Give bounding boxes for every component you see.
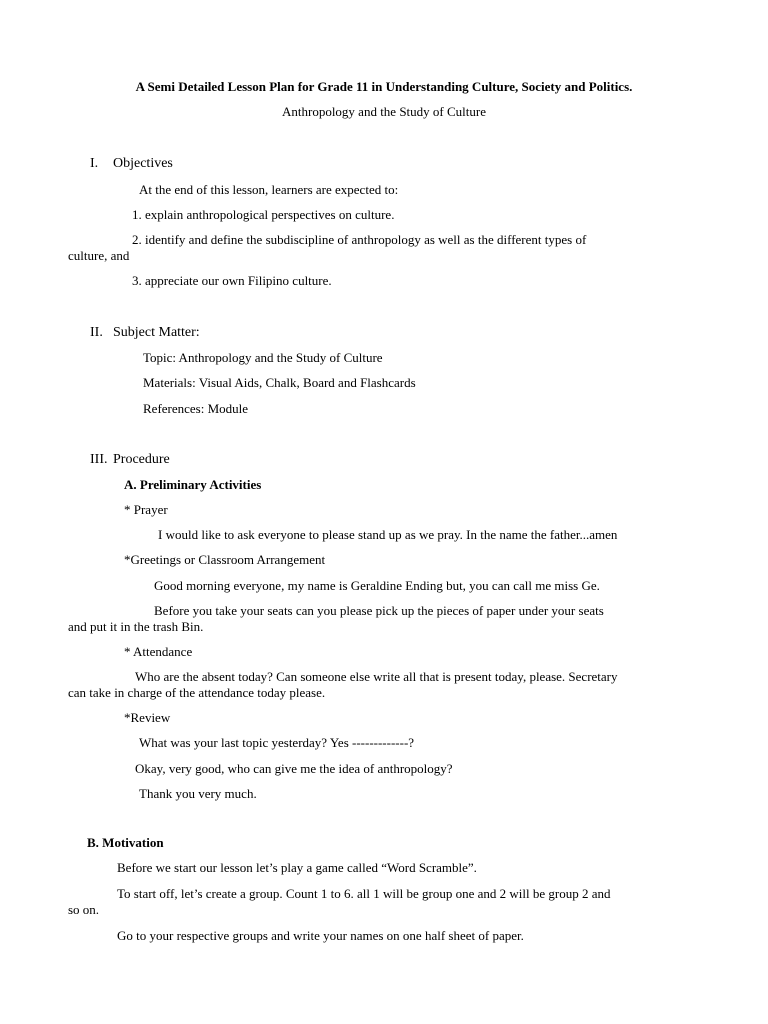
objectives-heading: Objectives xyxy=(113,156,173,171)
prayer-text: I would like to ask everyone to please stand up as we pray. In the name the father...amen xyxy=(158,527,618,542)
attendance-text-line-1: Who are the absent today? Can someone else write all that is present today, please. Secretary xyxy=(135,669,618,684)
review-text-line-2: Okay, very good, who can give me the idea of anthropology? xyxy=(135,761,453,776)
procedure-heading: Procedure xyxy=(113,452,170,467)
attendance-text-line-2: can take in charge of the attendance today please. xyxy=(68,685,326,700)
objective-item-2-continued: culture, and xyxy=(68,248,130,263)
prayer-label: * Prayer xyxy=(124,502,168,517)
seats-text-line-2: and put it in the trash Bin. xyxy=(68,619,204,634)
attendance-label: * Attendance xyxy=(124,644,193,659)
objective-item-2: 2. identify and define the subdiscipline of anthropology as well as the different types of xyxy=(132,232,587,247)
motivation-text-line-4: Go to your respective groups and write your names on one half sheet of paper. xyxy=(117,928,524,943)
motivation-heading: B. Motivation xyxy=(87,835,164,850)
procedure-numeral: III. xyxy=(90,452,108,467)
objectives-numeral: I. xyxy=(90,156,99,171)
subject-materials: Materials: Visual Aids, Chalk, Board and Flashcards xyxy=(143,375,416,390)
objective-item-1: 1. explain anthropological perspectives on culture. xyxy=(132,207,395,222)
review-text-line-1: What was your last topic yesterday? Yes -------------? xyxy=(139,735,415,750)
subject-matter-numeral: II. xyxy=(90,325,103,340)
seats-text-line-1: Before you take your seats can you please pick up the pieces of paper under your seats xyxy=(154,603,604,618)
subject-references: References: Module xyxy=(143,401,249,416)
motivation-text-line-1: Before we start our lesson let’s play a game called “Word Scramble”. xyxy=(117,860,477,875)
review-text-line-3: Thank you very much. xyxy=(139,786,257,801)
motivation-text-line-3: so on. xyxy=(68,902,100,917)
preliminary-activities-heading: A. Preliminary Activities xyxy=(124,477,262,492)
objectives-intro: At the end of this lesson, learners are expected to: xyxy=(139,182,399,197)
document-title: A Semi Detailed Lesson Plan for Grade 11 in Understanding Culture, Society and Politics. xyxy=(135,79,633,94)
greetings-label: *Greetings or Classroom Arrangement xyxy=(124,552,326,567)
motivation-text-line-2: To start off, let’s create a group. Count 1 to 6. all 1 will be group one and 2 will be group 2 and xyxy=(117,886,611,901)
review-label: *Review xyxy=(124,710,171,725)
document-subtitle: Anthropology and the Study of Culture xyxy=(281,104,486,119)
objective-item-3: 3. appreciate our own Filipino culture. xyxy=(132,273,332,288)
subject-matter-heading: Subject Matter: xyxy=(113,325,200,340)
subject-topic: Topic: Anthropology and the Study of Culture xyxy=(143,350,383,365)
greetings-text: Good morning everyone, my name is Geraldine Ending but, you can call me miss Ge. xyxy=(154,578,600,593)
